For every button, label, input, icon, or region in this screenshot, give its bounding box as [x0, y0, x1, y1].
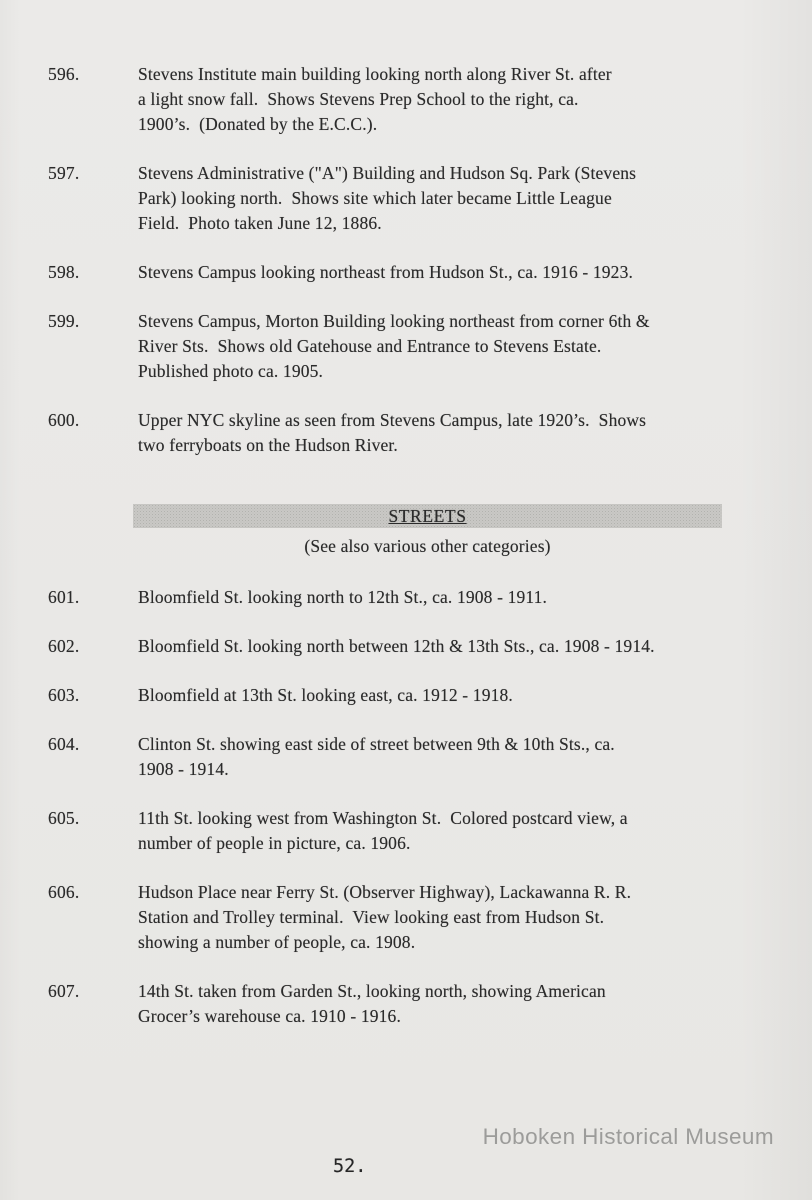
- section-title-band: [133, 504, 722, 528]
- entry-description-line: number of people in picture, ca. 1906.: [138, 833, 411, 853]
- entry-description-line: 1908 - 1914.: [138, 759, 229, 779]
- entry-description-line: River Sts. Shows old Gatehouse and Entrance to Stevens Estate.: [138, 336, 602, 356]
- entry-description-line: Bloomfield St. looking north between 12th & 13th Sts., ca. 1908 - 1914.: [138, 636, 655, 656]
- catalog-entry: [0, 585, 812, 610]
- catalog-entry: [0, 408, 812, 458]
- entry-description: [138, 979, 606, 1029]
- page-number: 52.: [333, 1156, 367, 1177]
- entry-description-line: Upper NYC skyline as seen from Stevens Campus, late 1920’s. Shows: [138, 410, 647, 430]
- catalog-entry: [0, 309, 812, 384]
- entry-description-line: Bloomfield St. looking north to 12th St., ca. 1908 - 1911.: [138, 587, 548, 607]
- entry-description: [138, 880, 631, 955]
- entry-number: 598.: [48, 262, 80, 282]
- entry-description: [138, 260, 633, 285]
- entry-description-line: Grocer’s warehouse ca. 1910 - 1916.: [138, 1006, 401, 1026]
- entry-number: 597.: [48, 163, 80, 183]
- entry-number: 607.: [48, 981, 80, 1001]
- entry-number: 602.: [48, 636, 80, 656]
- entry-description-line: a light snow fall. Shows Stevens Prep School to the right, ca.: [138, 89, 579, 109]
- catalog-entry: [0, 634, 812, 659]
- section-title: STREETS: [388, 506, 467, 526]
- entry-description-line: Bloomfield at 13th St. looking east, ca. 1912 - 1918.: [138, 685, 513, 705]
- catalog-entry: [0, 260, 812, 285]
- entry-description-line: Published photo ca. 1905.: [138, 361, 324, 381]
- entry-description: [138, 732, 615, 782]
- entry-description-line: Stevens Institute main building looking north along River St. after: [138, 64, 612, 84]
- entry-description: [138, 161, 636, 236]
- entry-description-line: showing a number of people, ca. 1908.: [138, 932, 416, 952]
- entry-description-line: Station and Trolley terminal. View looking east from Hudson St.: [138, 907, 605, 927]
- catalog-entry: [0, 880, 812, 955]
- entry-description: [138, 309, 650, 384]
- entry-description: [138, 683, 513, 708]
- entry-description: [138, 806, 628, 856]
- section-subtitle: (See also various other categories): [304, 536, 551, 556]
- photo-catalog-list: [0, 62, 812, 1053]
- entry-description: [138, 408, 646, 458]
- entry-description-line: Clinton St. showing east side of street between 9th & 10th Sts., ca.: [138, 734, 615, 754]
- entry-description-line: 14th St. taken from Garden St., looking north, showing American: [138, 981, 606, 1001]
- entry-number: 601.: [48, 587, 80, 607]
- entry-number: 604.: [48, 734, 80, 754]
- catalog-entry: [0, 62, 812, 137]
- museum-watermark: Hoboken Historical Museum: [482, 1124, 774, 1149]
- catalog-entry: [0, 979, 812, 1029]
- entry-description: [138, 634, 655, 659]
- entry-description-line: Field. Photo taken June 12, 1886.: [138, 213, 382, 233]
- catalog-entry: [0, 161, 812, 236]
- entry-description-line: Hudson Place near Ferry St. (Observer Highway), Lackawanna R. R.: [138, 882, 632, 902]
- entry-description-line: 11th St. looking west from Washington St. Colored postcard view, a: [138, 808, 628, 828]
- entry-description-line: Stevens Campus, Morton Building looking northeast from corner 6th &: [138, 311, 650, 331]
- entry-number: 605.: [48, 808, 80, 828]
- entry-description: [138, 585, 547, 610]
- entry-number: 606.: [48, 882, 80, 902]
- entry-description-line: Stevens Administrative ("A") Building and Hudson Sq. Park (Stevens: [138, 163, 637, 183]
- entry-description-line: Park) looking north. Shows site which later became Little League: [138, 188, 612, 208]
- entry-number: 596.: [48, 64, 80, 84]
- entry-description-line: Stevens Campus looking northeast from Hudson St., ca. 1916 - 1923.: [138, 262, 633, 282]
- catalog-entry: [0, 683, 812, 708]
- entry-number: 600.: [48, 410, 80, 430]
- entry-number: 599.: [48, 311, 80, 331]
- entry-description: [138, 62, 612, 137]
- section-header: [0, 504, 812, 559]
- entry-number: 603.: [48, 685, 80, 705]
- entry-description-line: 1900’s. (Donated by the E.C.C.).: [138, 114, 378, 134]
- catalog-entry: [0, 806, 812, 856]
- entry-description-line: two ferryboats on the Hudson River.: [138, 435, 398, 455]
- catalog-entry: [0, 732, 812, 782]
